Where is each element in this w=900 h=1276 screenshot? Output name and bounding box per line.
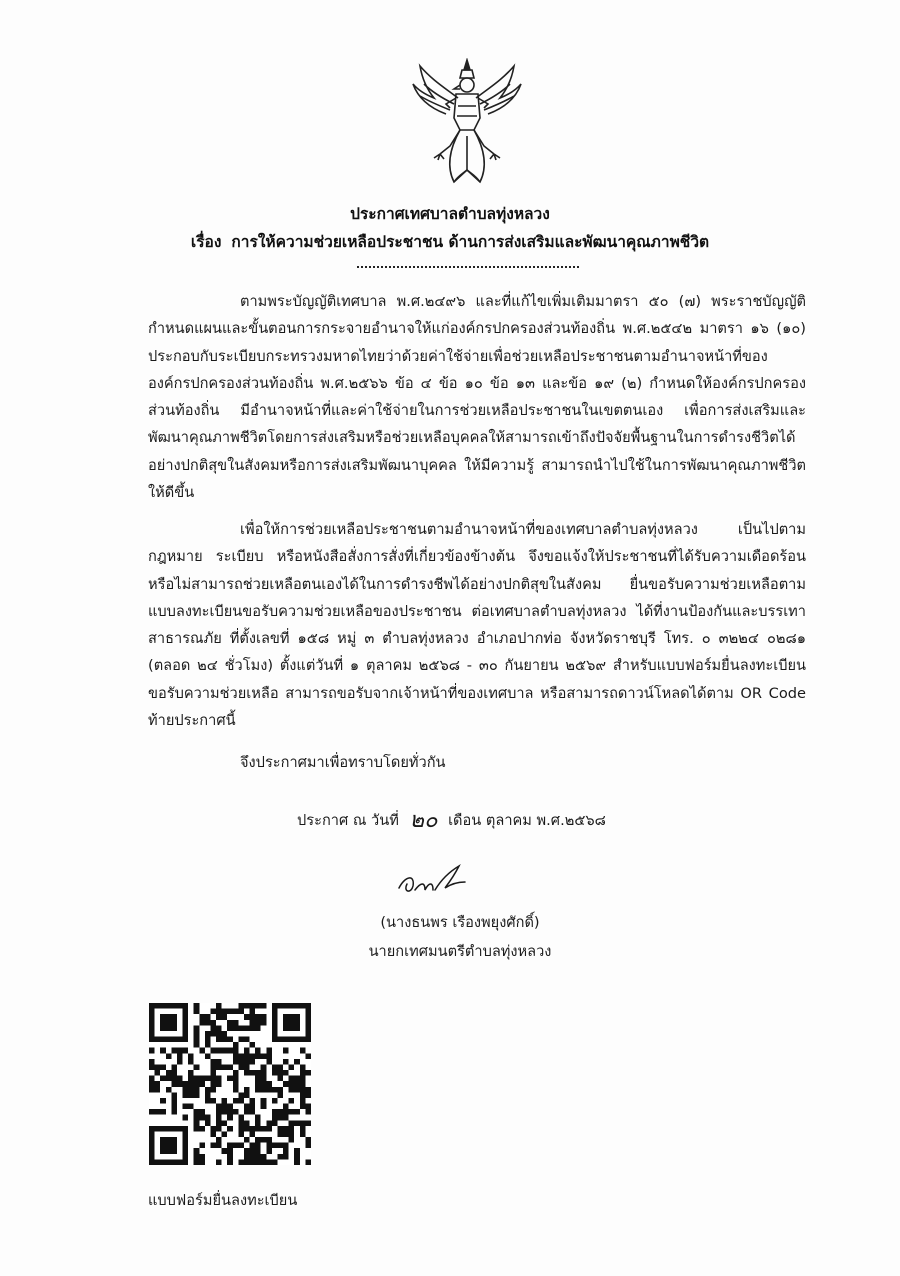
announcement-title: ประกาศเทศบาลตำบลทุ่งหลวง	[350, 205, 550, 223]
signer-title: นายกเทศมนตรีตำบลทุ่งหลวง	[368, 943, 552, 960]
qr-caption: แบบฟอร์มยื่นลงทะเบียน	[148, 1192, 298, 1209]
body-paragraph-2: เพื่อให้การช่วยเหลือประชาชนตามอำนาจหน้าที่ของเทศบาลตำบลทุ่งหลวง เป็นไปตามกฎหมาย ระเบียบ หรือหนังสือสั่งการสั่งที่เกี่ยวข้องข้างต้น จึงขอแจ้งให้ประชาชนที่ได้รับความเดือดร้อนหรือไม่สามารถช่วยเหลือตนเองได้ในการดำรงชีพได้อย่างปกติสุขในสังคม ยื่นขอรับความช่วยเหลือตามแบบลงทะเบียนขอรับความช่วยเหลือของประชาชน ต่อเทศบาลตำบลทุ่งหลวง ได้ที่งานป้องกันและบรรเทาสาธารณภัย ที่ตั้งเลขที่ ๑๕๘ หมู่ ๓ ตำบลทุ่งหลวง อำเภอปากท่อ จังหวัดราชบุรี โทร. ๐ ๓๒๒๔ ๐๒๘๑ (ตลอด ๒๔ ชั่วโมง) ตั้งแต่วันที่ ๑ ตุลาคม ๒๕๖๘ - ๓๐ กันยายน ๒๕๖๙ สำหรับแบบฟอร์มยื่นลงทะเบียนขอรับความช่วยเหลือ สามารถขอรับจากเจ้าหน้าที่ของเทศบาล หรือสามารถดาวน์โหลดได้ตาม OR Code ท้ายประกาศนี้	[148, 521, 806, 730]
dotted-divider	[357, 266, 579, 268]
date-day: ๒๐	[409, 808, 438, 833]
qr-code-icon[interactable]	[149, 1003, 311, 1165]
garuda-emblem-icon	[410, 58, 525, 188]
subject-label: เรื่อง	[190, 233, 222, 251]
date-suffix: เดือน ตุลาคม พ.ศ.๒๕๖๘	[448, 812, 606, 829]
date-prefix: ประกาศ ณ วันที่	[297, 812, 399, 829]
subject-line	[0, 229, 900, 254]
closing-statement: จึงประกาศมาเพื่อทราบโดยทั่วกัน	[240, 754, 446, 771]
announcement-date	[297, 800, 606, 835]
handwritten-signature	[395, 862, 470, 904]
signer-name: (นางธนพร เรืองพยุงศักดิ์)	[380, 914, 540, 931]
subject-text: การให้ความช่วยเหลือประชาชน ด้านการส่งเสริมและพัฒนาคุณภาพชีวิต	[231, 233, 710, 251]
body-paragraph-1: ตามพระบัญญัติเทศบาล พ.ศ.๒๔๙๖ และที่แก้ไขเพิ่มเติมมาตรา ๕๐ (๗) พระราชบัญญัติกำหนดแผนและขั้นตอนการกระจายอำนาจให้แก่องค์กรปกครองส่วนท้องถิ่น พ.ศ.๒๕๔๒ มาตรา ๑๖ (๑๐) ประกอบกับระเบียบกระทรวงมหาดไทยว่าด้วยค่าใช้จ่ายเพื่อช่วยเหลือประชาชนตามอำนาจหน้าที่ขององค์กรปกครองส่วนท้องถิ่น พ.ศ.๒๕๖๖ ข้อ ๔ ข้อ ๑๐ ข้อ ๑๓ และข้อ ๑๙ (๒) กำหนดให้องค์กรปกครองส่วนท้องถิ่น มีอำนาจหน้าที่และค่าใช้จ่ายในการช่วยเหลือประชาชนในเขตตนเอง เพื่อการส่งเสริมและพัฒนาคุณภาพชีวิตโดยการส่งเสริมหรือช่วยเหลือบุคคลให้สามารถเข้าถึงปัจจัยพื้นฐานในการดำรงชีวิตได้อย่างปกติสุขในสังคมหรือการส่งเสริมพัฒนาบุคคล ให้มีความรู้ สามารถนำไปใช้ในการพัฒนาคุณภาพชีวิตให้ดีขึ้น	[148, 293, 806, 502]
